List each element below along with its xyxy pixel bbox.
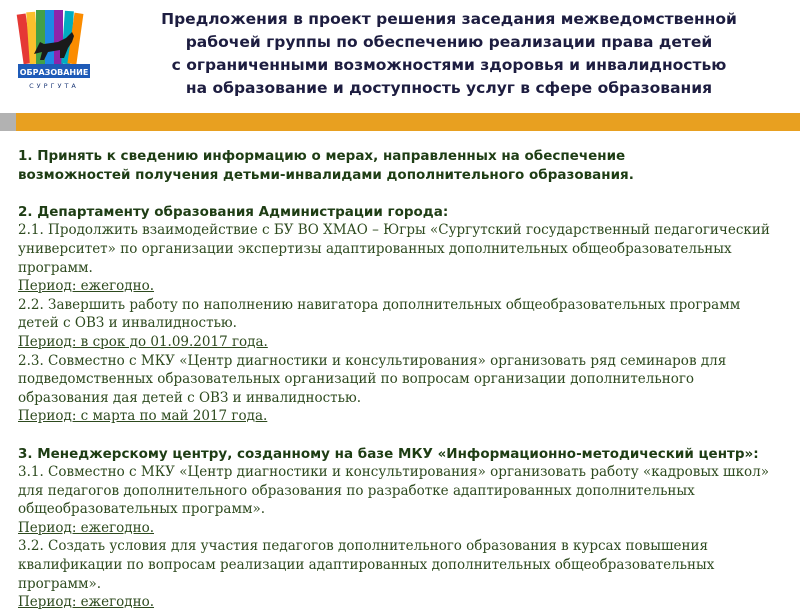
- title-line: с ограниченными возможностями здоровья и инвалидностью: [171, 56, 727, 74]
- item-text-line: университет» по организации экспертизы адаптированных дополнительных общеобразовательных: [18, 240, 732, 257]
- item-text-line: общеобразовательных программ».: [18, 501, 265, 518]
- item-text-line: для педагогов дополнительного образования по разработке адаптированных дополнительных: [18, 482, 695, 499]
- section-3-heading: 3. Менеджерскому центру, созданному на базе МКУ «Информационно-методический центр»:: [18, 445, 759, 462]
- item-text-line: 2.3. Совместно с МКУ «Центр диагностики и консультирования» организовать ряд семинаров для: [18, 352, 727, 369]
- spacer: [18, 426, 794, 445]
- title-line: Предложения в проект решения заседания межведомственной: [161, 10, 737, 28]
- section-1-heading-line: 1. Принять к сведению информацию о мерах, направленных на обеспечение: [18, 148, 626, 164]
- item-period: Период: ежегодно.: [18, 594, 155, 611]
- title-line: на образование и доступность услуг в сфере образования: [185, 79, 713, 97]
- item-text-line: программ.: [18, 259, 93, 276]
- page-title: [104, 8, 794, 100]
- item-text-line: детей с ОВЗ и инвалидностью.: [18, 315, 237, 332]
- section-2-heading: 2. Департаменту образования Администрации города:: [18, 203, 449, 220]
- item-3-1: [18, 463, 794, 537]
- item-period: Период: ежегодно.: [18, 278, 155, 295]
- item-text-line: подведомственных образовательных организаций по вопросам организации дополнительного: [18, 371, 695, 388]
- item-text-line: 2.2. Завершить работу по наполнению навигатора дополнительных общеобразовательных программ: [18, 296, 741, 313]
- item-3-2: [18, 537, 794, 611]
- section-3: [18, 445, 794, 612]
- item-text-line: программ».: [18, 575, 102, 592]
- item-text-line: образования дая детей с ОВЗ и инвалидностью.: [18, 389, 362, 406]
- section-1: [18, 147, 794, 184]
- section-2: [18, 203, 794, 426]
- item-2-2: [18, 296, 794, 352]
- logo-emblem-icon: [14, 8, 94, 100]
- document-body: [18, 147, 794, 612]
- item-text-line: 3.2. Создать условия для участия педагогов дополнительного образования в курсах повышения: [18, 538, 709, 555]
- section-1-heading-line: возможностей получения детьми-инвалидами дополнительного образования.: [18, 166, 634, 183]
- item-period: Период: с марта по май 2017 года.: [18, 408, 268, 425]
- education-surgut-logo: [14, 8, 94, 100]
- spacer: [18, 184, 794, 203]
- item-period: Период: ежегодно.: [18, 519, 155, 536]
- item-2-1: [18, 221, 794, 295]
- title-line: рабочей группы по обеспечению реализации права детей: [185, 33, 713, 51]
- item-2-3: [18, 352, 794, 426]
- item-text-line: 2.1. Продолжить взаимодействие с БУ ВО ХМАО – Югры «Сургутский государственный педагогический: [18, 222, 770, 239]
- logo-text-main: ОБРАЗОВАНИЕ: [19, 68, 89, 77]
- item-text-line: квалификации по вопросам реализации адаптированных дополнительных общеобразовательных: [18, 557, 715, 574]
- item-text-line: 3.1. Совместно с МКУ «Центр диагностики и консультирования» организовать работу «кадровых школ»: [18, 464, 769, 481]
- header-divider-orange: [16, 113, 800, 131]
- logo-text-sub: СУРГУТА: [29, 82, 79, 90]
- header-divider-grey: [0, 113, 16, 131]
- item-period: Период: в срок до 01.09.2017 года.: [18, 333, 268, 350]
